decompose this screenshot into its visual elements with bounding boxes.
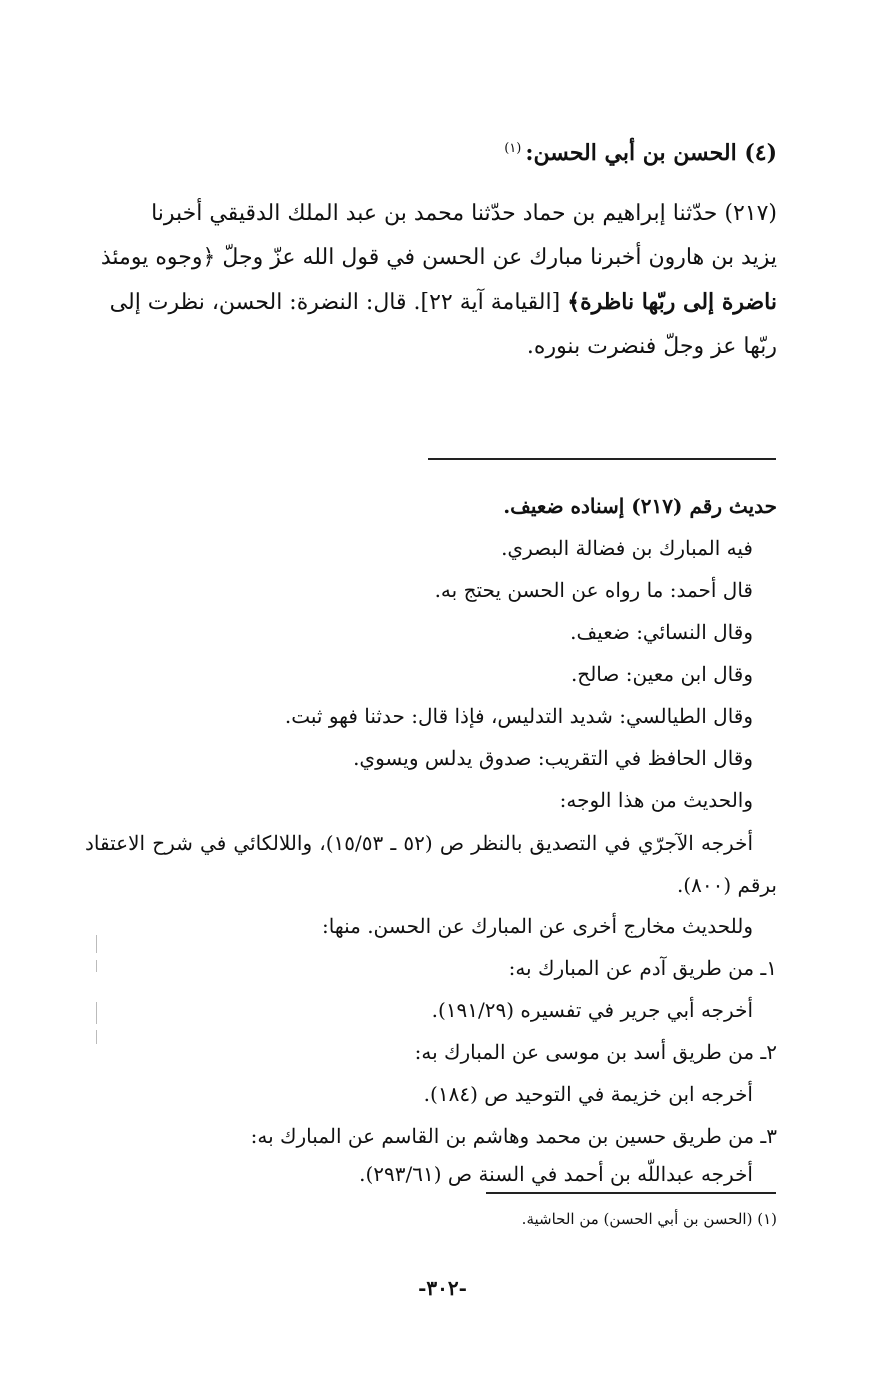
quran-verse: ناضرة إلى ربّها ناظرة﴾ bbox=[567, 289, 777, 315]
route-label: ٢ـ من طريق أسد بن موسى عن المبارك به: bbox=[414, 1040, 777, 1064]
commentary-line: وقال الحافظ في التقريب: صدوق يدلس ويسوي. bbox=[353, 746, 753, 770]
commentary-line: فيه المبارك بن فضالة البصري. bbox=[501, 536, 753, 560]
hadith-line: ربّها عز وجلّ فنضرت بنوره. bbox=[526, 334, 777, 359]
route-source: أخرجه أبي جرير في تفسيره (١٩١/٢٩). bbox=[431, 998, 753, 1022]
other-routes-intro: وللحديث مخارج أخرى عن المبارك عن الحسن. منها: bbox=[322, 914, 753, 938]
hadith-line bbox=[85, 280, 777, 325]
route-label: ٣ـ من طريق حسين بن محمد وهاشم بن القاسم عن المبارك به: bbox=[250, 1124, 777, 1148]
commentary-line: وقال النسائي: ضعيف. bbox=[570, 620, 753, 644]
margin-mark bbox=[96, 935, 97, 953]
takhrij-paragraph: أخرجه الآجرّي في التصديق بالنظر ص (٥٢ ـ ١٥/٥٣)، واللالكائي في شرح الاعتقاد برقم (٨٠٠). bbox=[85, 831, 777, 897]
footnote-separator bbox=[428, 458, 776, 460]
route-label: ١ـ من طريق آدم عن المبارك به: bbox=[508, 956, 777, 980]
section-heading-text: (٤) الحسن بن أبي الحسن: bbox=[525, 140, 777, 166]
commentary-title: حديث رقم (٢١٧) إسناده ضعيف. bbox=[503, 494, 777, 518]
margin-mark bbox=[96, 1030, 97, 1044]
commentary-line: والحديث من هذا الوجه: bbox=[559, 788, 753, 812]
hadith-line-rest: [القيامة آية ٢٢]. قال: النضرة: الحسن، نظرت إلى bbox=[109, 290, 568, 315]
hadith-line: (٢١٧) حدّثنا إبراهيم بن حماد حدّثنا محمد بن عبد الملك الدقيقي أخبرنا bbox=[151, 201, 777, 226]
commentary-line: وقال ابن معين: صالح. bbox=[570, 662, 753, 686]
page-number: -٣٠٢- bbox=[418, 1276, 467, 1300]
footnote-divider bbox=[486, 1192, 776, 1194]
section-heading bbox=[504, 140, 777, 166]
route-source: أخرجه ابن خزيمة في التوحيد ص (١٨٤). bbox=[423, 1082, 753, 1106]
footnote-reference: (١) bbox=[504, 140, 522, 156]
hadith-text bbox=[85, 192, 777, 369]
page-footnote: (١) (الحسن بن أبي الحسن) من الحاشية. bbox=[521, 1210, 777, 1228]
margin-mark bbox=[96, 1002, 97, 1024]
hadith-line: يزيد بن هارون أخبرنا مبارك عن الحسن في قول الله عزّ وجلّ ﴿وجوه يومئذ bbox=[100, 245, 777, 270]
margin-mark bbox=[96, 960, 97, 972]
commentary-line: وقال الطيالسي: شديد التدليس، فإذا قال: حدثنا فهو ثبت. bbox=[284, 704, 753, 728]
commentary-line: قال أحمد: ما رواه عن الحسن يحتج به. bbox=[434, 578, 753, 602]
route-source: أخرجه عبداللّه بن أحمد في السنة ص (٢٩٣/٦١). bbox=[359, 1162, 753, 1186]
